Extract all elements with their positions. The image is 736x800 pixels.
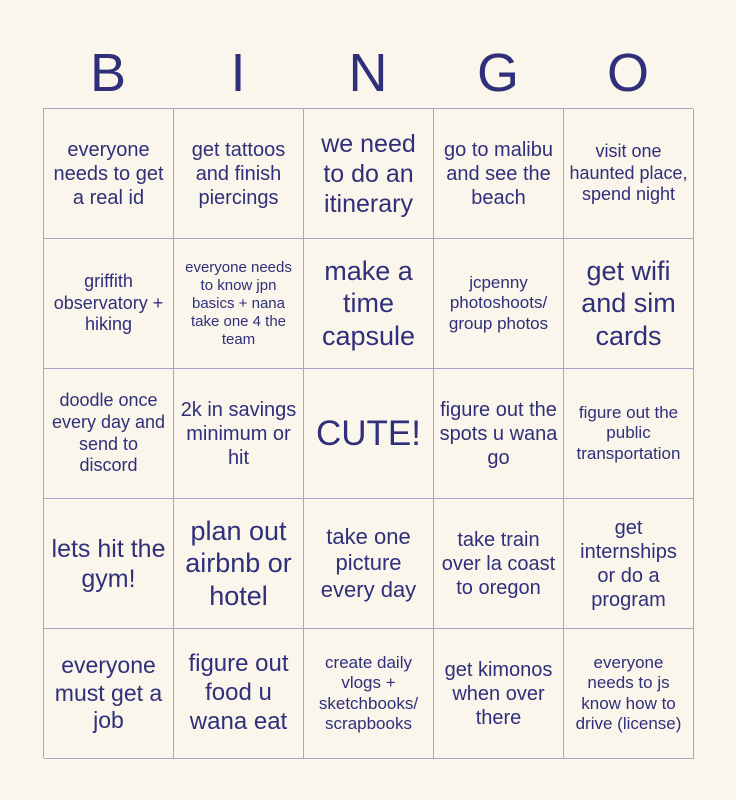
bingo-board [43,108,693,758]
bingo-cell[interactable]: go to malibu and see the beach [434,109,564,239]
bingo-cell[interactable]: figure out the spots u wana go [434,369,564,499]
bingo-cell[interactable]: take train over la coast to oregon [434,499,564,629]
bingo-cell[interactable]: everyone must get a job [44,629,174,759]
bingo-cell[interactable]: everyone needs to know jpn basics + nana take one 4 the team [174,239,304,369]
header-letter-o: O [606,43,649,103]
bingo-cell[interactable]: get wifi and sim cards [564,239,694,369]
bingo-cell[interactable]: figure out food u wana eat [174,629,304,759]
header-letter-i: I [230,43,246,103]
bingo-cell[interactable]: visit one haunted place, spend night [564,109,694,239]
bingo-cell[interactable]: jcpenny photoshoots/ group photos [434,239,564,369]
bingo-cell[interactable]: doodle once every day and send to discord [44,369,174,499]
bingo-cell[interactable]: everyone needs to js know how to drive (license) [564,629,694,759]
bingo-cell[interactable]: griffith observatory + hiking [44,239,174,369]
bingo-cell[interactable]: get internships or do a program [564,499,694,629]
header-letter-b: B [89,43,127,103]
bingo-cell[interactable]: create daily vlogs + sketchbooks/ scrapbooks [304,629,434,759]
bingo-cell[interactable]: make a time capsule [304,239,434,369]
bingo-cell[interactable]: lets hit the gym! [44,499,174,629]
header-letter-g: G [476,43,519,103]
bingo-cell[interactable]: we need to do an itinerary [304,109,434,239]
bingo-cell[interactable]: take one picture every day [304,499,434,629]
free-space-cell[interactable]: CUTE! [304,369,434,499]
bingo-header [43,38,693,108]
bingo-cell[interactable]: 2k in savings minimum or hit [174,369,304,499]
bingo-cell[interactable]: get kimonos when over there [434,629,564,759]
bingo-cell[interactable]: get tattoos and finish piercings [174,109,304,239]
header-letter-n: N [348,43,388,103]
bingo-cell[interactable]: everyone needs to get a real id [44,109,174,239]
bingo-cell[interactable]: figure out the public transportation [564,369,694,499]
bingo-cell[interactable]: plan out airbnb or hotel [174,499,304,629]
